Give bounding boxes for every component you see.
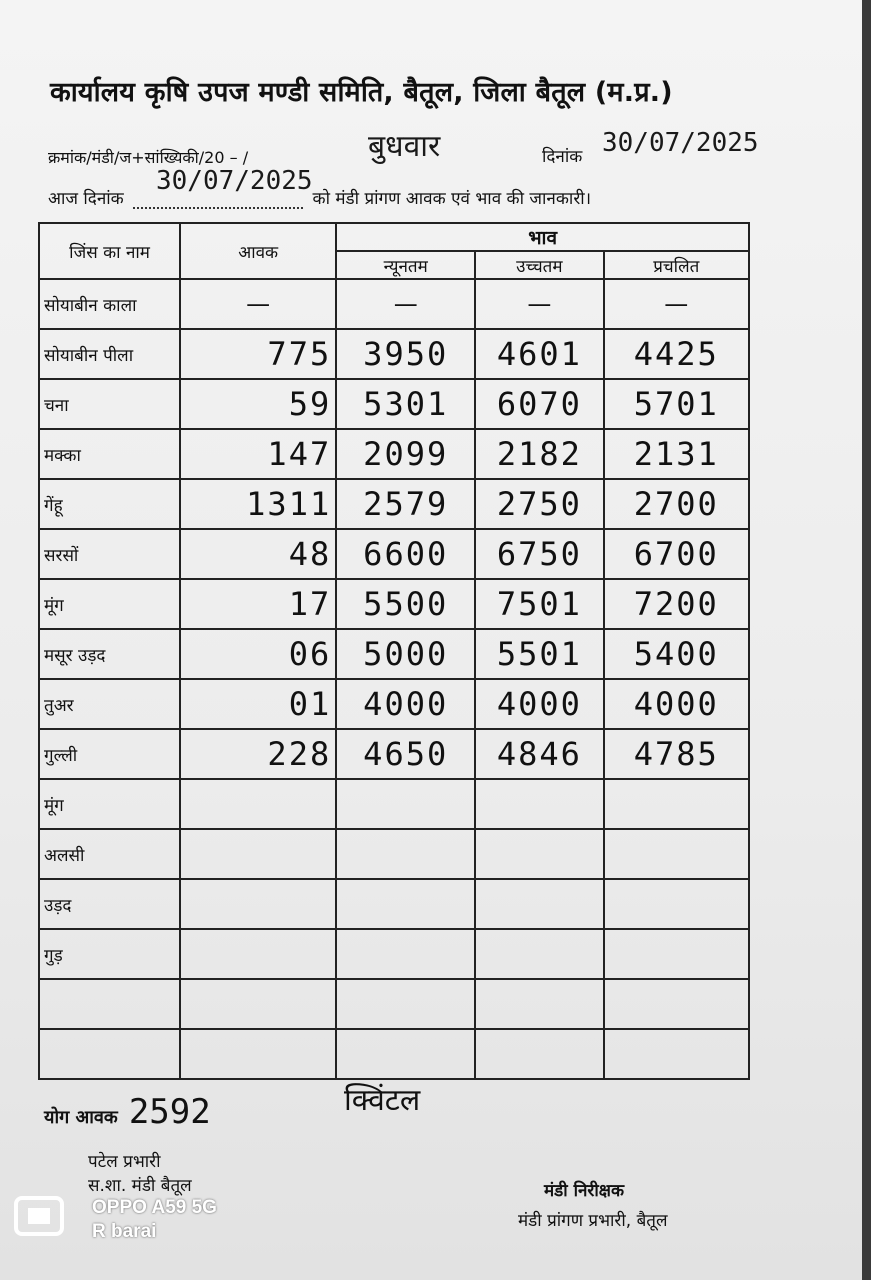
table-row <box>39 779 749 829</box>
commodity-cell: चना <box>39 379 180 429</box>
table-row <box>39 929 749 979</box>
min-price-cell: 3950 <box>336 329 475 379</box>
modal-price-cell <box>604 879 750 929</box>
table-row <box>39 729 749 779</box>
commodity-cell: तुअर <box>39 679 180 729</box>
max-price-cell <box>475 879 603 929</box>
min-price-cell <box>336 979 475 1029</box>
table-row <box>39 379 749 429</box>
max-price-cell: 4601 <box>475 329 603 379</box>
office-title: कार्यालय कृषि उपज मण्डी समिति, बैतूल, जिला बैतूल (म.प्र.) <box>50 77 673 108</box>
table-body <box>39 279 749 1079</box>
table-row <box>39 829 749 879</box>
left-signature-block <box>88 1150 192 1198</box>
table-row <box>39 429 749 479</box>
modal-price-cell: 5701 <box>604 379 750 429</box>
min-price-cell: 5500 <box>336 579 475 629</box>
modal-price-cell: 5400 <box>604 629 750 679</box>
max-price-cell <box>475 1029 603 1079</box>
left-sig-title: पटेल प्रभारी <box>88 1152 161 1172</box>
modal-price-cell: 7200 <box>604 579 750 629</box>
col-header-arrival: आवक <box>180 223 336 279</box>
commodity-cell: गुल्ली <box>39 729 180 779</box>
max-price-cell: 7501 <box>475 579 603 629</box>
arrival-cell: 06 <box>180 629 336 679</box>
max-price-cell <box>475 929 603 979</box>
table-row <box>39 879 749 929</box>
aaj-prefix: आज दिनांक <box>48 189 124 209</box>
commodity-cell: मूंग <box>39 779 180 829</box>
max-price-cell <box>475 979 603 1029</box>
modal-price-cell <box>604 779 750 829</box>
commodity-cell: गुड़ <box>39 929 180 979</box>
arrival-info-line <box>48 186 591 209</box>
max-price-cell: 6750 <box>475 529 603 579</box>
total-unit: क्विंटल <box>344 1083 421 1118</box>
max-price-cell: 4000 <box>475 679 603 729</box>
min-price-cell: 4650 <box>336 729 475 779</box>
arrival-cell: 1311 <box>180 479 336 529</box>
modal-price-cell <box>604 1029 750 1079</box>
watermark-model: OPPO A59 5G <box>92 1197 217 1218</box>
max-price-cell: 2750 <box>475 479 603 529</box>
camera-watermark <box>92 1196 217 1244</box>
table-row <box>39 479 749 529</box>
commodity-cell <box>39 1029 180 1079</box>
modal-price-cell <box>604 829 750 879</box>
table-row <box>39 279 749 329</box>
modal-price-cell <box>604 979 750 1029</box>
arrival-cell: 48 <box>180 529 336 579</box>
right-sig-title: मंडी निरीक्षक <box>544 1181 625 1201</box>
min-price-cell: 6600 <box>336 529 475 579</box>
arrival-cell <box>180 779 336 829</box>
table-row <box>39 329 749 379</box>
total-arrival <box>44 1092 211 1132</box>
arrival-cell <box>180 1029 336 1079</box>
commodity-cell: मक्का <box>39 429 180 479</box>
aaj-suffix: को मंडी प्रांगण आवक एवं भाव की जानकारी। <box>312 189 592 209</box>
min-price-cell: 4000 <box>336 679 475 729</box>
commodity-cell: सोयाबीन पीला <box>39 329 180 379</box>
watermark-user: R barai <box>92 1221 157 1242</box>
commodity-cell: मसूर उड़द <box>39 629 180 679</box>
min-price-cell: 2579 <box>336 479 475 529</box>
arrival-cell <box>180 929 336 979</box>
date-handwritten: 30/07/2025 <box>602 128 759 158</box>
table-row <box>39 679 749 729</box>
modal-price-cell: 4000 <box>604 679 750 729</box>
paper-edge-shadow <box>862 0 871 1280</box>
modal-price-cell: 2700 <box>604 479 750 529</box>
table-row <box>39 1029 749 1079</box>
max-price-cell: 5501 <box>475 629 603 679</box>
left-sig-office: स.शा. मंडी बैतूल <box>88 1176 192 1196</box>
commodity-cell <box>39 979 180 1029</box>
arrival-cell: 17 <box>180 579 336 629</box>
arrival-cell <box>180 879 336 929</box>
table-row <box>39 979 749 1029</box>
col-header-price: भाव <box>336 223 749 251</box>
max-price-cell <box>475 829 603 879</box>
min-price-cell: 5000 <box>336 629 475 679</box>
total-value: 2592 <box>128 1092 211 1132</box>
min-price-cell <box>336 1029 475 1079</box>
price-table <box>38 222 750 1080</box>
day-handwritten: बुधवार <box>368 129 441 164</box>
aaj-date-handwritten: 30/07/2025 <box>156 166 313 196</box>
modal-price-cell: — <box>604 279 750 329</box>
max-price-cell: 4846 <box>475 729 603 779</box>
max-price-cell: 2182 <box>475 429 603 479</box>
min-price-cell: 5301 <box>336 379 475 429</box>
max-price-cell: 6070 <box>475 379 603 429</box>
commodity-cell: मूंग <box>39 579 180 629</box>
ref-label: क्रमांक/मंडी/ज+सांख्यिकी/20 <box>48 148 225 167</box>
commodity-cell: सरसों <box>39 529 180 579</box>
total-label: योग आवक <box>44 1107 118 1128</box>
table-row <box>39 629 749 679</box>
date-label: दिनांक <box>542 147 583 167</box>
col-header-max: उच्चतम <box>475 251 603 279</box>
arrival-cell: 147 <box>180 429 336 479</box>
arrival-cell <box>180 829 336 879</box>
arrival-cell: 775 <box>180 329 336 379</box>
modal-price-cell: 4425 <box>604 329 750 379</box>
max-price-cell: — <box>475 279 603 329</box>
arrival-cell <box>180 979 336 1029</box>
right-sig-office: मंडी प्रांगण प्रभारी, बैतूल <box>518 1211 668 1231</box>
commodity-cell: सोयाबीन काला <box>39 279 180 329</box>
commodity-cell: उड़द <box>39 879 180 929</box>
arrival-cell: 228 <box>180 729 336 779</box>
modal-price-cell: 6700 <box>604 529 750 579</box>
col-header-modal: प्रचलित <box>604 251 750 279</box>
min-price-cell <box>336 929 475 979</box>
min-price-cell <box>336 829 475 879</box>
col-header-commodity: जिंस का नाम <box>39 223 180 279</box>
modal-price-cell <box>604 929 750 979</box>
min-price-cell: 2099 <box>336 429 475 479</box>
arrival-cell: 59 <box>180 379 336 429</box>
min-price-cell: — <box>336 279 475 329</box>
table-row <box>39 579 749 629</box>
arrival-cell: — <box>180 279 336 329</box>
reference-number <box>48 146 248 168</box>
arrival-cell: 01 <box>180 679 336 729</box>
date-dotted-line <box>133 207 303 209</box>
table-row <box>39 529 749 579</box>
modal-price-cell: 4785 <box>604 729 750 779</box>
max-price-cell <box>475 779 603 829</box>
min-price-cell <box>336 779 475 829</box>
commodity-cell: गेंहू <box>39 479 180 529</box>
commodity-cell: अलसी <box>39 829 180 879</box>
right-signature-block <box>518 1176 668 1236</box>
camera-watermark-icon <box>14 1196 64 1236</box>
col-header-min: न्यूनतम <box>336 251 475 279</box>
ref-separator: – / <box>229 148 249 167</box>
min-price-cell <box>336 879 475 929</box>
modal-price-cell: 2131 <box>604 429 750 479</box>
